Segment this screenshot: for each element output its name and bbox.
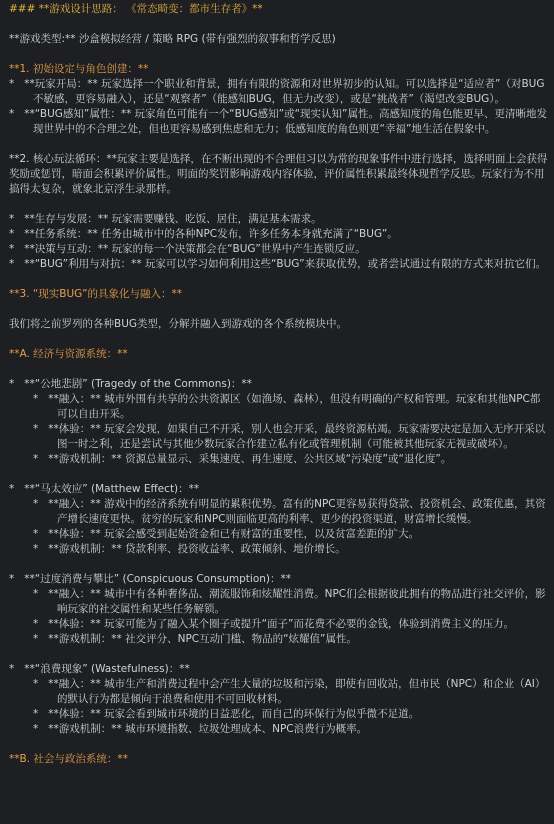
text-line: * **“过度消费与攀比” (Conspicuous Consumption)：** (9, 573, 291, 585)
text-line: * **决策与互动：** 玩家的每一个决策都会在“BUG”世界中产生连锁反应。 (9, 243, 366, 255)
blank-line (9, 302, 548, 317)
text-line: **3. “现实BUG”的具象化与融入：** (9, 288, 183, 300)
text-line: * **体验：** 玩家会看到城市环境的日益恶化，而自己的环保行为似乎微不足道。 (33, 708, 420, 720)
text-line: * **游戏机制：** 社交评分、NPC互动门槛、物品的“炫耀值”属性。 (33, 633, 357, 645)
text-line: * **“公地悲剧” (Tragedy of the Commons)：** (9, 378, 252, 390)
blank-line (9, 17, 548, 32)
text-line: * **体验：** 玩家可能为了融入某个圈子或提升“面子”而花费不必要的金钱，体验到消费主义的压力。 (33, 618, 514, 630)
blank-line (9, 737, 548, 752)
text-line: * **“马太效应” (Matthew Effect)：** (9, 483, 200, 495)
text-line: * **任务系统：** 任务由城市中的各种NPC发布，许多任务本身就充满了“BUG”。 (9, 228, 398, 240)
text-line: * **体验：** 玩家会发现，如果自己不开采，别人也会开采，最终资源枯竭。玩家需要决定是加入无序开采以图一时之利，还是尝试与其他少数玩家合作建立私有化或管理机制（可能被其他玩家无视或破坏）。 (33, 423, 546, 450)
text-line: * **融入：** 游戏中的经济系统有明显的累积优势。富有的NPC更容易获得贷款、投资机会、政策优惠，其资产增长速度更快。贫穷的玩家和NPC则面临更高的利率、更少的投资渠道，财富增长缓慢。 (33, 498, 546, 525)
blank-line (9, 197, 548, 212)
text-line: * **体验：** 玩家会感受到起始资金和已有财富的重要性，以及贫富差距的扩大。 (33, 528, 420, 540)
text-line: ### **游戏设计思路： 《常态畸变：都市生存者》** (9, 3, 263, 15)
blank-line (9, 557, 548, 572)
text-line: * **融入：** 城市外围有共享的公共资源区（如渔场、森林），但没有明确的产权和管理。玩家和其他NPC都可以自由开采。 (33, 393, 541, 420)
text-line: * **融入：** 城市中有各种奢侈品、潮流服饰和炫耀性消费。NPC们会根据彼此拥有的物品进行社交评价，影响玩家的社交属性和某些任务解锁。 (33, 588, 546, 615)
text-line: * **游戏机制：** 贷款利率、投资收益率、政策倾斜、地价增长。 (33, 543, 346, 555)
text-line: * **游戏机制：** 城市环境指数、垃圾处理成本、NPC浪费行为概率。 (33, 723, 368, 735)
text-line: * **游戏机制：** 资源总量显示、采集速度、再生速度、公共区域“污染度”或“退化度”。 (33, 453, 452, 465)
text-line: **B. 社会与政治系统：** (9, 753, 128, 765)
text-line: 我们将之前罗列的各种BUG类型，分解并融入到游戏的各个系统模块中。 (9, 318, 348, 330)
text-line: * **融入：** 城市生产和消费过程中会产生大量的垃圾和污染，即使有回收站，但市民（NPC）和企业（AI）的默认行为都是倾向于浪费和使用不可回收材料。 (33, 678, 546, 705)
text-line: **A. 经济与资源系统：** (9, 348, 128, 360)
text-line: **游戏类型:** 沙盒模拟经营 / 策略 RPG (带有强烈的叙事和哲学反思) (9, 33, 336, 45)
text-line: * **“浪费现象” (Wastefulness)：** (9, 663, 190, 675)
text-line: **2. 核心玩法循环：**玩家主要是选择，在不断出现的不合理但习以为常的现象事件中进行选择，选择明面上会获得奖励或惩罚，暗面会积累评价属性。明面的奖罚影响游戏内容体验，评价属性积累最终体现哲学反思。玩家行为不用搞得太复杂，就象北京浮生录那样。 (9, 153, 548, 195)
text-line: * **玩家开局：** 玩家选择一个职业和背景，拥有有限的资源和对世界初步的认知。可以选择是“适应者”（对BUG不敏感，更容易融入），还是“观察者”（能感知BUG，但无力改变），或是“挑战者”（渴望改变BUG）。 (9, 78, 545, 105)
blank-line (9, 47, 548, 62)
text-line: * **生存与发展：** 玩家需要赚钱、吃饭、居住，满足基本需求。 (9, 213, 322, 225)
text-line: **1. 初始设定与角色创建：** (9, 63, 149, 75)
blank-line (9, 332, 548, 347)
blank-line (9, 647, 548, 662)
blank-line (9, 137, 548, 152)
text-line: * **“BUG感知”属性：** 玩家角色可能有一个“BUG感知”或“现实认知”属性。高感知度的角色能更早、更清晰地发现世界中的不合理之处，但也更容易感到焦虑和无力；低感知度的角色则更“幸福”地生活在假象中。 (9, 108, 547, 135)
text-line: * **“BUG”利用与对抗：** 玩家可以学习如何利用这些“BUG”来获取优势，或者尝试通过有限的方式来对抗它们。 (9, 258, 547, 270)
blank-line (9, 362, 548, 377)
blank-line (9, 467, 548, 482)
blank-line (9, 272, 548, 287)
